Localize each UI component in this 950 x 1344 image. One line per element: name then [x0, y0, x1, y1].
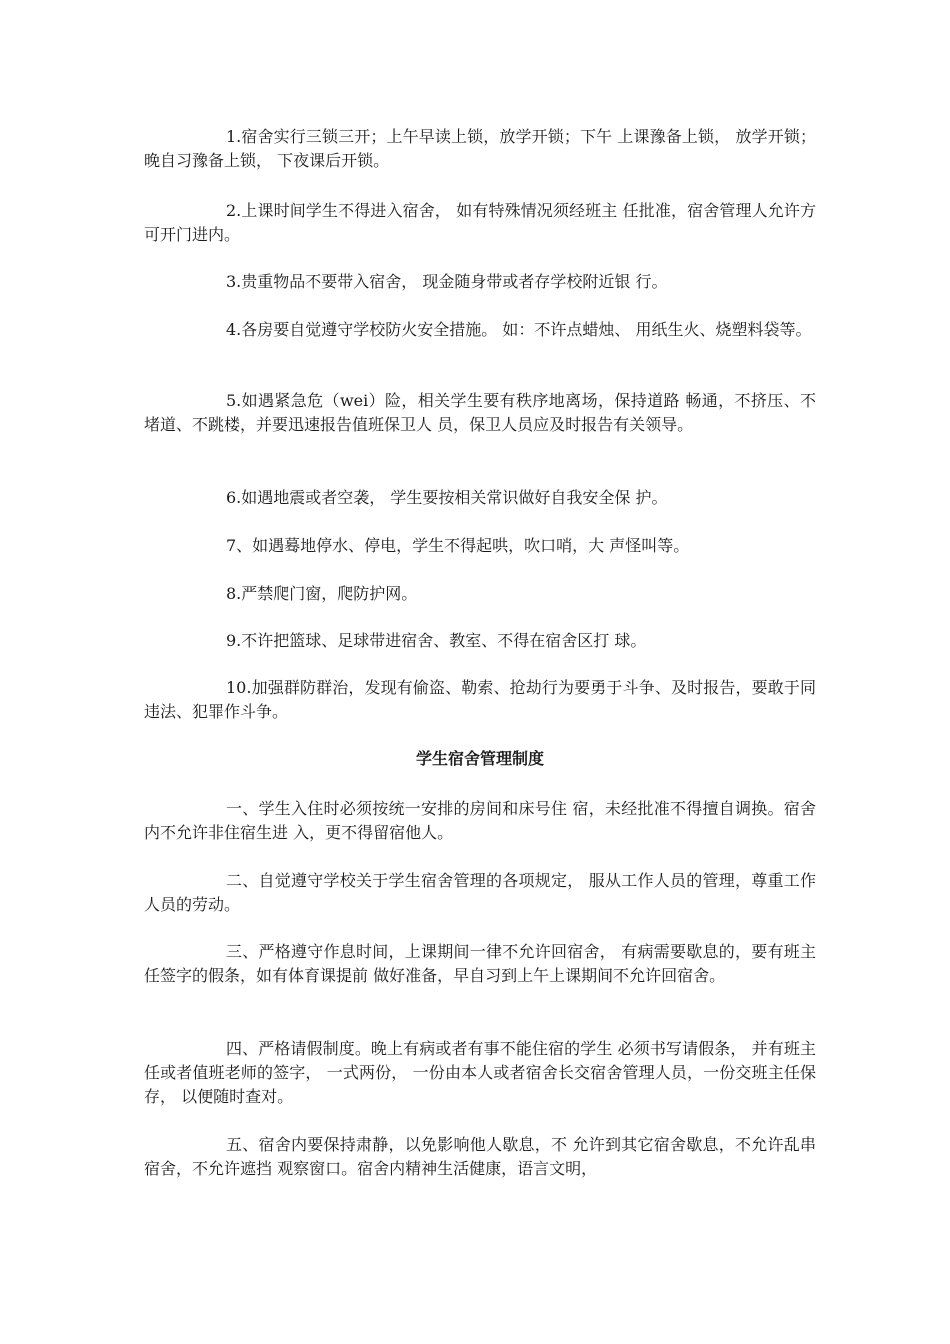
rule-6: 6.如遇地震或者空袭， 学生要按相关常识做好自我安全保 护。 [226, 488, 668, 507]
regulation-1: 一、学生入住时必须按统一安排的房间和床号住 宿，未经批准不得擅自调换。宿舍内不允许非住宿生进 入，更不得留宿他人。 [144, 799, 816, 842]
rule-9: 9.不许把篮球、足球带进宿舍、教室、不得在宿舍区打 球。 [226, 631, 647, 650]
regulation-4: 四、严格请假制度。晚上有病或者有事不能住宿的学生 必须书写请假条， 并有班主任或者值班老师的签字， 一式两份， 一份由本人或者宿舍长交宿舍管理人员，一份交班主任保存， 以便随时查对。 [144, 1039, 816, 1106]
rule-8: 8.严禁爬门窗，爬防护网。 [226, 584, 418, 603]
rule-5: 5.如遇紧急危（wei）险，相关学生要有秩序地离场，保持道路 畅通，不挤压、不堵道、不跳楼，并要迅速报告值班保卫人 员，保卫人员应及时报告有关领导。 [144, 391, 816, 434]
regulation-2: 二、自觉遵守学校关于学生宿舍管理的各项规定， 服从工作人员的管理，尊重工作人员的劳动。 [144, 871, 816, 914]
regulation-5: 五、宿舍内要保持肃静，以免影响他人歇息，不 允许到其它宿舍歇息，不允许乱串宿舍，不允许遮挡 观察窗口。宿舍内精神生活健康，语言文明， [144, 1135, 816, 1178]
regulation-3: 三、严格遵守作息时间，上课期间一律不允许回宿舍， 有病需要歇息的，要有班主任签字的假条，如有体育课提前 做好准备，早自习到上午上课期间不允许回宿舍。 [144, 942, 816, 985]
section-title: 学生宿舍管理制度 [415, 749, 544, 768]
rule-1: 1.宿舍实行三锁三开；上午早读上锁，放学开锁；下午 上课豫备上锁， 放学开锁； 晚自习豫备上锁， 下夜课后开锁。 [144, 127, 816, 170]
rule-10: 10.加强群防群治，发现有偷盗、勒索、抢劫行为要勇于斗争、及时报告，要敢于同违法、犯罪作斗争。 [144, 678, 816, 721]
rule-2: 2.上课时间学生不得进入宿舍， 如有特殊情况须经班主 任批准，宿舍管理人允许方可开门进内。 [144, 201, 816, 244]
rule-7: 7、如遇蓦地停水、停电，学生不得起哄，吹口哨，大 声怪叫等。 [226, 536, 690, 555]
rule-4: 4.各房要自觉遵守学校防火安全措施。 如：不许点蜡烛、 用纸生火、烧塑料袋等。 [226, 320, 812, 339]
rule-3: 3.贵重物品不要带入宿舍， 现金随身带或者存学校附近银 行。 [226, 272, 668, 291]
